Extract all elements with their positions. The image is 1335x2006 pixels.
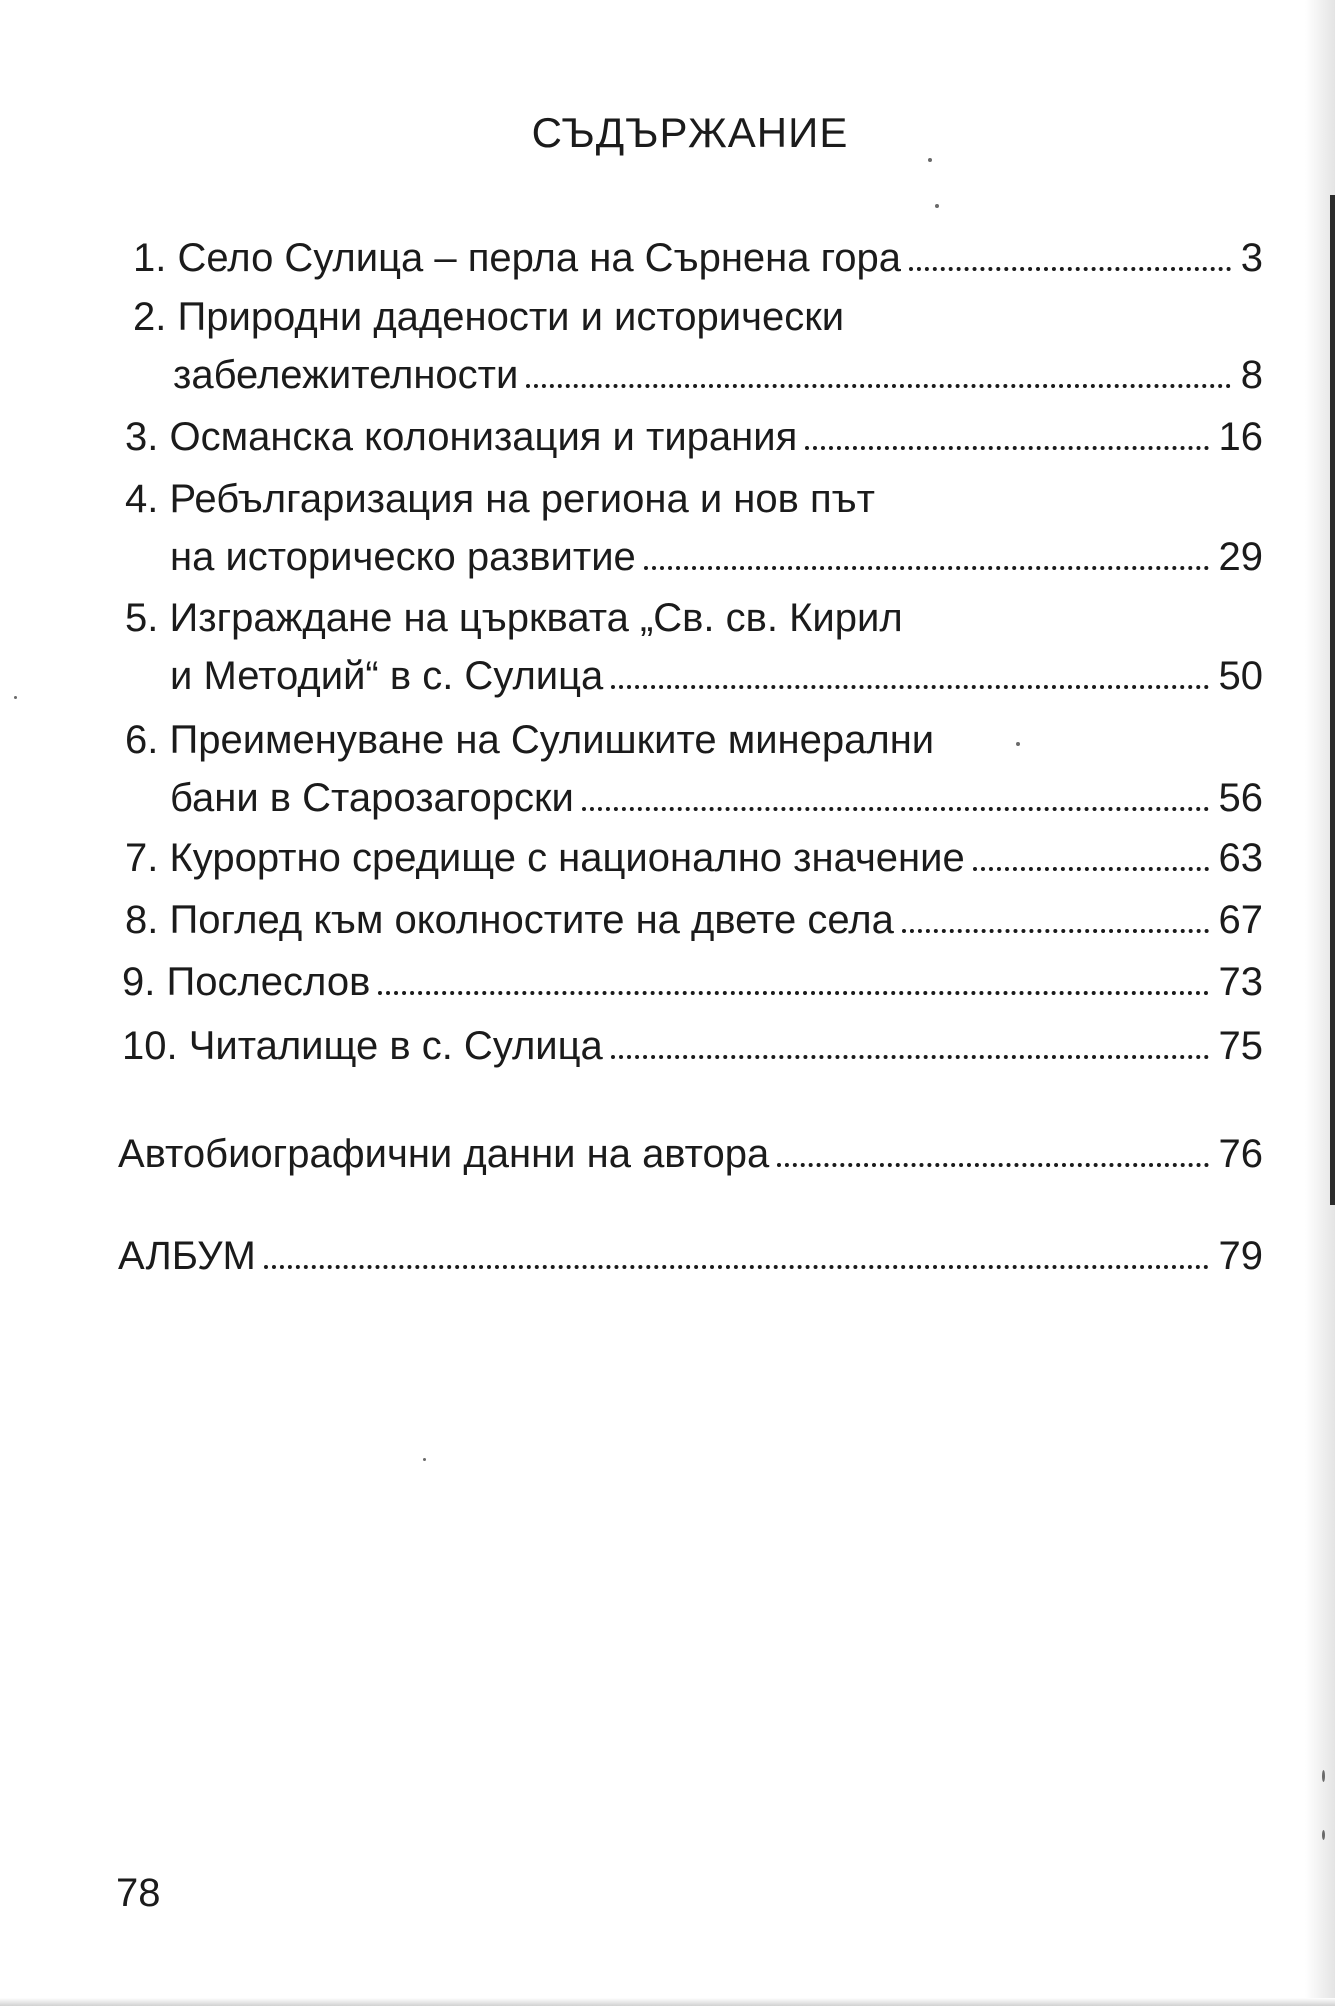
toc-entry-title: 9. Послеслов	[122, 960, 371, 1004]
toc-entry-title-continued: и Методий“ в с. Сулица	[170, 654, 604, 698]
toc-entry-leader	[122, 1026, 1263, 1066]
dot-leader	[909, 267, 1231, 271]
scan-speck	[935, 204, 939, 208]
dot-leader	[526, 384, 1230, 388]
toc-entry-page: 76	[1218, 1132, 1263, 1176]
toc-entry-leader	[118, 1236, 1263, 1276]
toc-entry-leader	[125, 417, 1263, 457]
toc-entry-title-continued: на историческо развитие	[170, 535, 636, 579]
dot-leader	[264, 1265, 1209, 1269]
scan-speck	[1322, 1770, 1325, 1782]
dot-leader	[644, 566, 1209, 570]
toc-entry-title-continued: бани в Старозагорски	[170, 776, 574, 820]
toc-entry-leader	[173, 355, 1263, 395]
dot-leader	[582, 807, 1209, 811]
dot-leader	[611, 685, 1208, 689]
toc-entry-page: 63	[1218, 836, 1263, 880]
toc-entry-page: 50	[1218, 654, 1263, 698]
toc-entry-title: 10. Читалище в с. Сулица	[122, 1024, 603, 1068]
toc-entry-leader	[118, 1134, 1263, 1174]
toc-entry-title: 5. Изграждане на църквата „Св. св. Кирил	[125, 596, 903, 640]
toc-entry-title-continued: забележителности	[173, 353, 519, 397]
scan-speck	[928, 158, 932, 162]
toc-entry-page: 29	[1218, 535, 1263, 579]
toc-entry-leader	[170, 656, 1263, 696]
toc-entry-title: 4. Ребългаризация на региона и нов път	[125, 477, 875, 521]
toc-entry-page: 67	[1218, 898, 1263, 942]
dot-leader	[805, 446, 1208, 450]
toc-entry-title: Автобиографични данни на автора	[118, 1132, 770, 1176]
dot-leader	[378, 991, 1208, 995]
toc-entry-leader	[170, 537, 1263, 577]
toc-entry-page: 8	[1240, 353, 1263, 397]
page-title: СЪДЪРЖАНИЕ	[531, 109, 849, 156]
toc-entry-title: 8. Поглед към околностите на двете села	[125, 898, 894, 942]
toc-entry-leader	[170, 778, 1263, 818]
page-number: 78	[116, 1871, 161, 1915]
dot-leader	[973, 867, 1209, 871]
toc-entry-title: 1. Село Сулица – перла на Сърнена гора	[133, 236, 902, 280]
toc-entry-leader	[122, 962, 1263, 1002]
toc-entry-leader	[125, 900, 1263, 940]
toc-entry-page: 16	[1218, 415, 1263, 459]
toc-entry-page: 56	[1218, 776, 1263, 820]
toc-entry-leader	[133, 238, 1263, 278]
toc-entry-title: 2. Природни дадености и исторически	[133, 295, 845, 339]
scan-speck	[1322, 1830, 1325, 1840]
toc-entry-page: 75	[1218, 1024, 1263, 1068]
toc-entry-title: 6. Преименуване на Сулишките минерални	[125, 718, 935, 762]
toc-entry-page: 73	[1218, 960, 1263, 1004]
scan-speck	[423, 1458, 426, 1461]
toc-entry-title: 3. Османска колонизация и тирания	[125, 415, 798, 459]
scan-speck	[1016, 742, 1020, 746]
toc-entry-page: 79	[1218, 1234, 1263, 1278]
scan-speck	[14, 696, 17, 699]
dot-leader	[611, 1055, 1209, 1059]
toc-entry-title: АЛБУМ	[118, 1234, 256, 1278]
dot-leader	[902, 929, 1209, 933]
dot-leader	[777, 1163, 1208, 1167]
toc-entry-page: 3	[1240, 236, 1263, 280]
toc-entry-title: 7. Курортно средище с национално значение	[125, 836, 965, 880]
toc-entry-leader	[125, 838, 1263, 878]
